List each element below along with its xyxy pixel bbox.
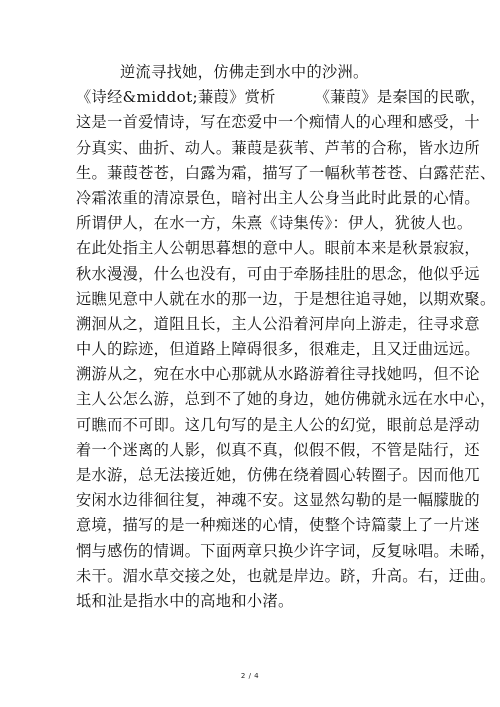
text-line: 在此处指主人公朝思暮想的意中人。眼前本来是秋景寂寂，	[76, 239, 480, 258]
text-line: 生。蒹葭苍苍，白露为霜，描写了一幅秋苇苍苍、白露茫茫、	[76, 163, 496, 182]
text-line: 溯洄从之，道阻且长，主人公沿着河岸向上游走，往寻求意	[76, 314, 480, 333]
text-line: 未干。湄水草交接之处，也就是岸边。跻，升高。右，迂曲。	[76, 566, 496, 585]
text-line: 远瞧见意中人就在水的那一边，于是想往追寻她，以期欢聚。	[76, 289, 496, 308]
text-line: 《诗经&middot;蒹葭》赏析 《蒹葭》是秦国的民歌，	[76, 88, 486, 107]
text-line: 意境，描写的是一种痴迷的心情，使整个诗篇蒙上了一片迷	[76, 516, 480, 535]
text-line: 分真实、曲折、动人。蒹葭是荻苇、芦苇的合称，皆水边所	[76, 138, 480, 157]
text-line: 可瞧而不可即。这几句写的是主人公的幻觉，眼前总是浮动	[76, 415, 480, 434]
text-line: 所谓伊人，在水一方，朱熹《诗集传》：伊人，犹彼人也。	[76, 214, 473, 233]
page-number: 2 / 4	[240, 672, 260, 680]
text-line: 溯游从之，宛在水中心那就从水路游着往寻找她吗，但不论	[76, 365, 480, 384]
body-text	[76, 60, 496, 614]
text-line: 秋水漫漫，什么也没有，可由于牵肠挂肚的思念，他似乎远	[76, 264, 480, 283]
text-line: 冷霜浓重的清凉景色，暗衬出主人公身当此时此景的心情。	[76, 188, 480, 207]
text-line: 中人的踪迹，但道路上障碍很多，很难走，且又迂曲远远。	[76, 340, 480, 359]
text-line: 着一个迷离的人影，似真不真，似假不假，不管是陆行，还	[76, 440, 480, 459]
text-line: 安闲水边徘徊往复，神魂不安。这显然勾勒的是一幅朦胧的	[76, 491, 480, 510]
text-line: 主人公怎么游，总到不了她的身边，她仿佛就永远在水中心，	[76, 390, 496, 409]
text-line: 是水游，总无法接近她，仿佛在绕着圆心转圈子。因而他兀	[76, 466, 480, 484]
text-line: 惘与感伤的情调。下面两章只换少许字词，反复咏唱。未晞，	[76, 541, 496, 560]
text-line: 坻和沚是指水中的高地和小渚。	[76, 591, 294, 610]
text-line: 这是一首爱情诗，写在恋爱中一个痴情人的心理和感受，十	[76, 113, 480, 132]
text-line: 逆流寻找她，仿佛走到水中的沙洲。	[120, 63, 369, 81]
